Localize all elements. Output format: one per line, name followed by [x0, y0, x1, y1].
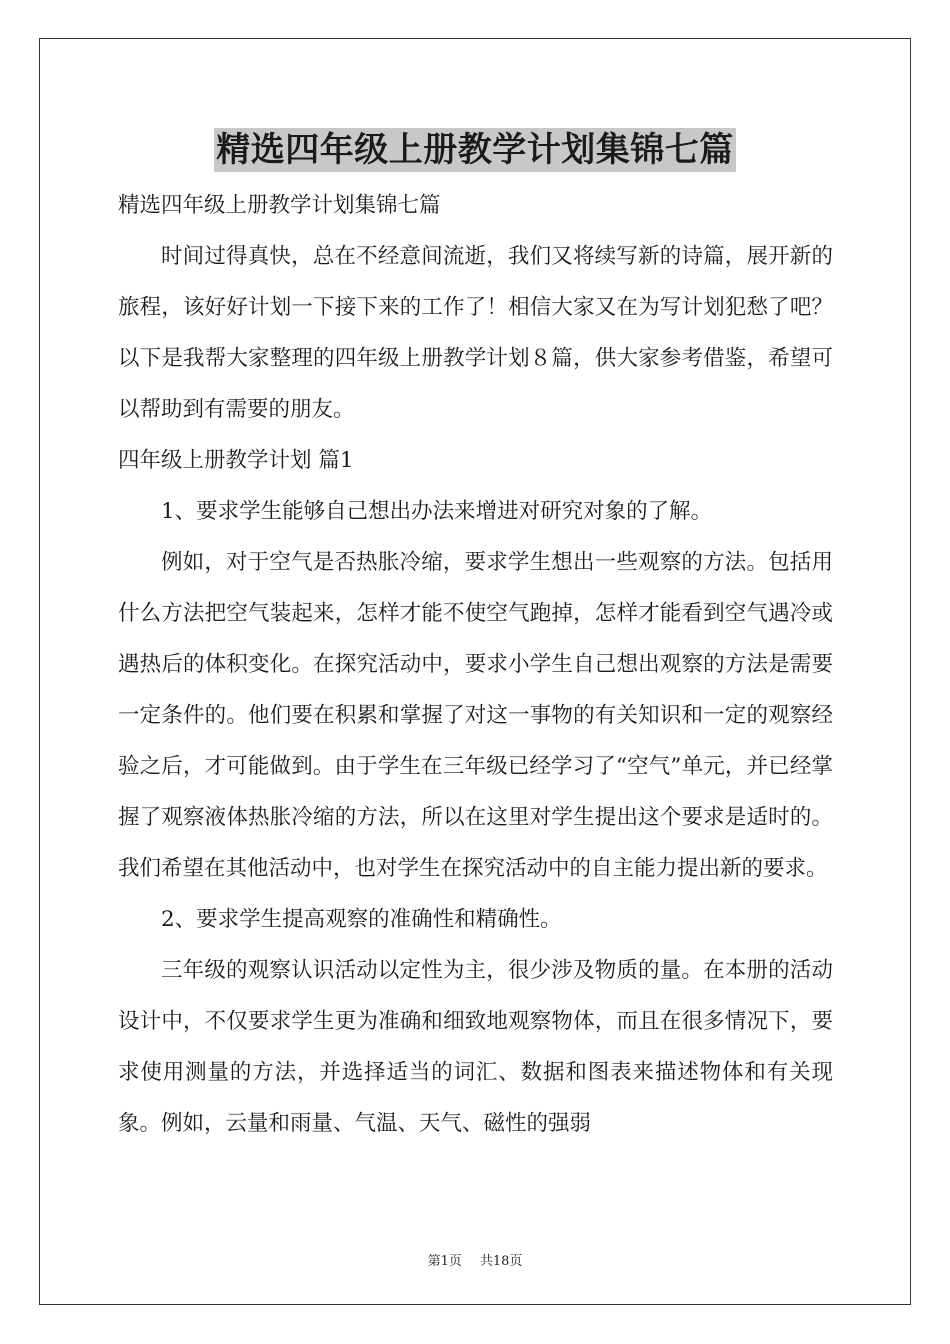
- document-title-container: [0, 128, 950, 172]
- section-paragraph-4: 三年级的观察认识活动以定性为主，很少涉及物质的量。在本册的活动设计中，不仅要求学生更为准确和细致地观察物体，而且在很多情况下，要求使用测量的方法，并选择适当的词汇、数据和图表来描述物体和有关现象。例如，云量和雨量、气温、天气、磁性的强弱: [118, 958, 833, 1136]
- intro-paragraph: 时间过得真快，总在不经意间流逝，我们又将续写新的诗篇，展开新的旅程，该好好计划一下接下来的工作了！相信大家又在为写计划犯愁了吧？以下是我帮大家整理的四年级上册教学计划８篇，供大家参考借鉴，希望可以帮助到有需要的朋友。: [118, 244, 833, 422]
- document-title: 精选四年级上册教学计划集锦七篇: [216, 130, 734, 170]
- section-paragraph-1: 1、要求学生能够自己想出办法来增进对研究对象的了解。: [161, 499, 713, 524]
- document-subtitle: 精选四年级上册教学计划集锦七篇: [118, 193, 441, 218]
- page-total: 共18页: [479, 1254, 523, 1269]
- page-number: 第1页: [427, 1254, 462, 1269]
- section-paragraph-2: 例如，对于空气是否热胀冷缩，要求学生想出一些观察的方法。包括用什么方法把空气装起来，怎样才能不使空气跑掉，怎样才能看到空气遇冷或遇热后的体积变化。在探究活动中，要求小学生自己想出观察的方法是需要一定条件的。他们要在积累和掌握了对这一事物的有关知识和一定的观察经验之后，才可能做到。由于学生在三年级已经学习了“空气”单元，并已经掌握了观察液体热胀冷缩的方法，所以在这里对学生提出这个要求是适时的。我们希望在其他活动中，也对学生在探究活动中的自主能力提出新的要求。: [118, 550, 833, 881]
- document-body: [118, 180, 833, 1149]
- page-footer: [0, 1250, 950, 1269]
- section-paragraph-3: 2、要求学生提高观察的准确性和精确性。: [161, 907, 562, 932]
- section-heading: 四年级上册教学计划 篇1: [118, 448, 354, 473]
